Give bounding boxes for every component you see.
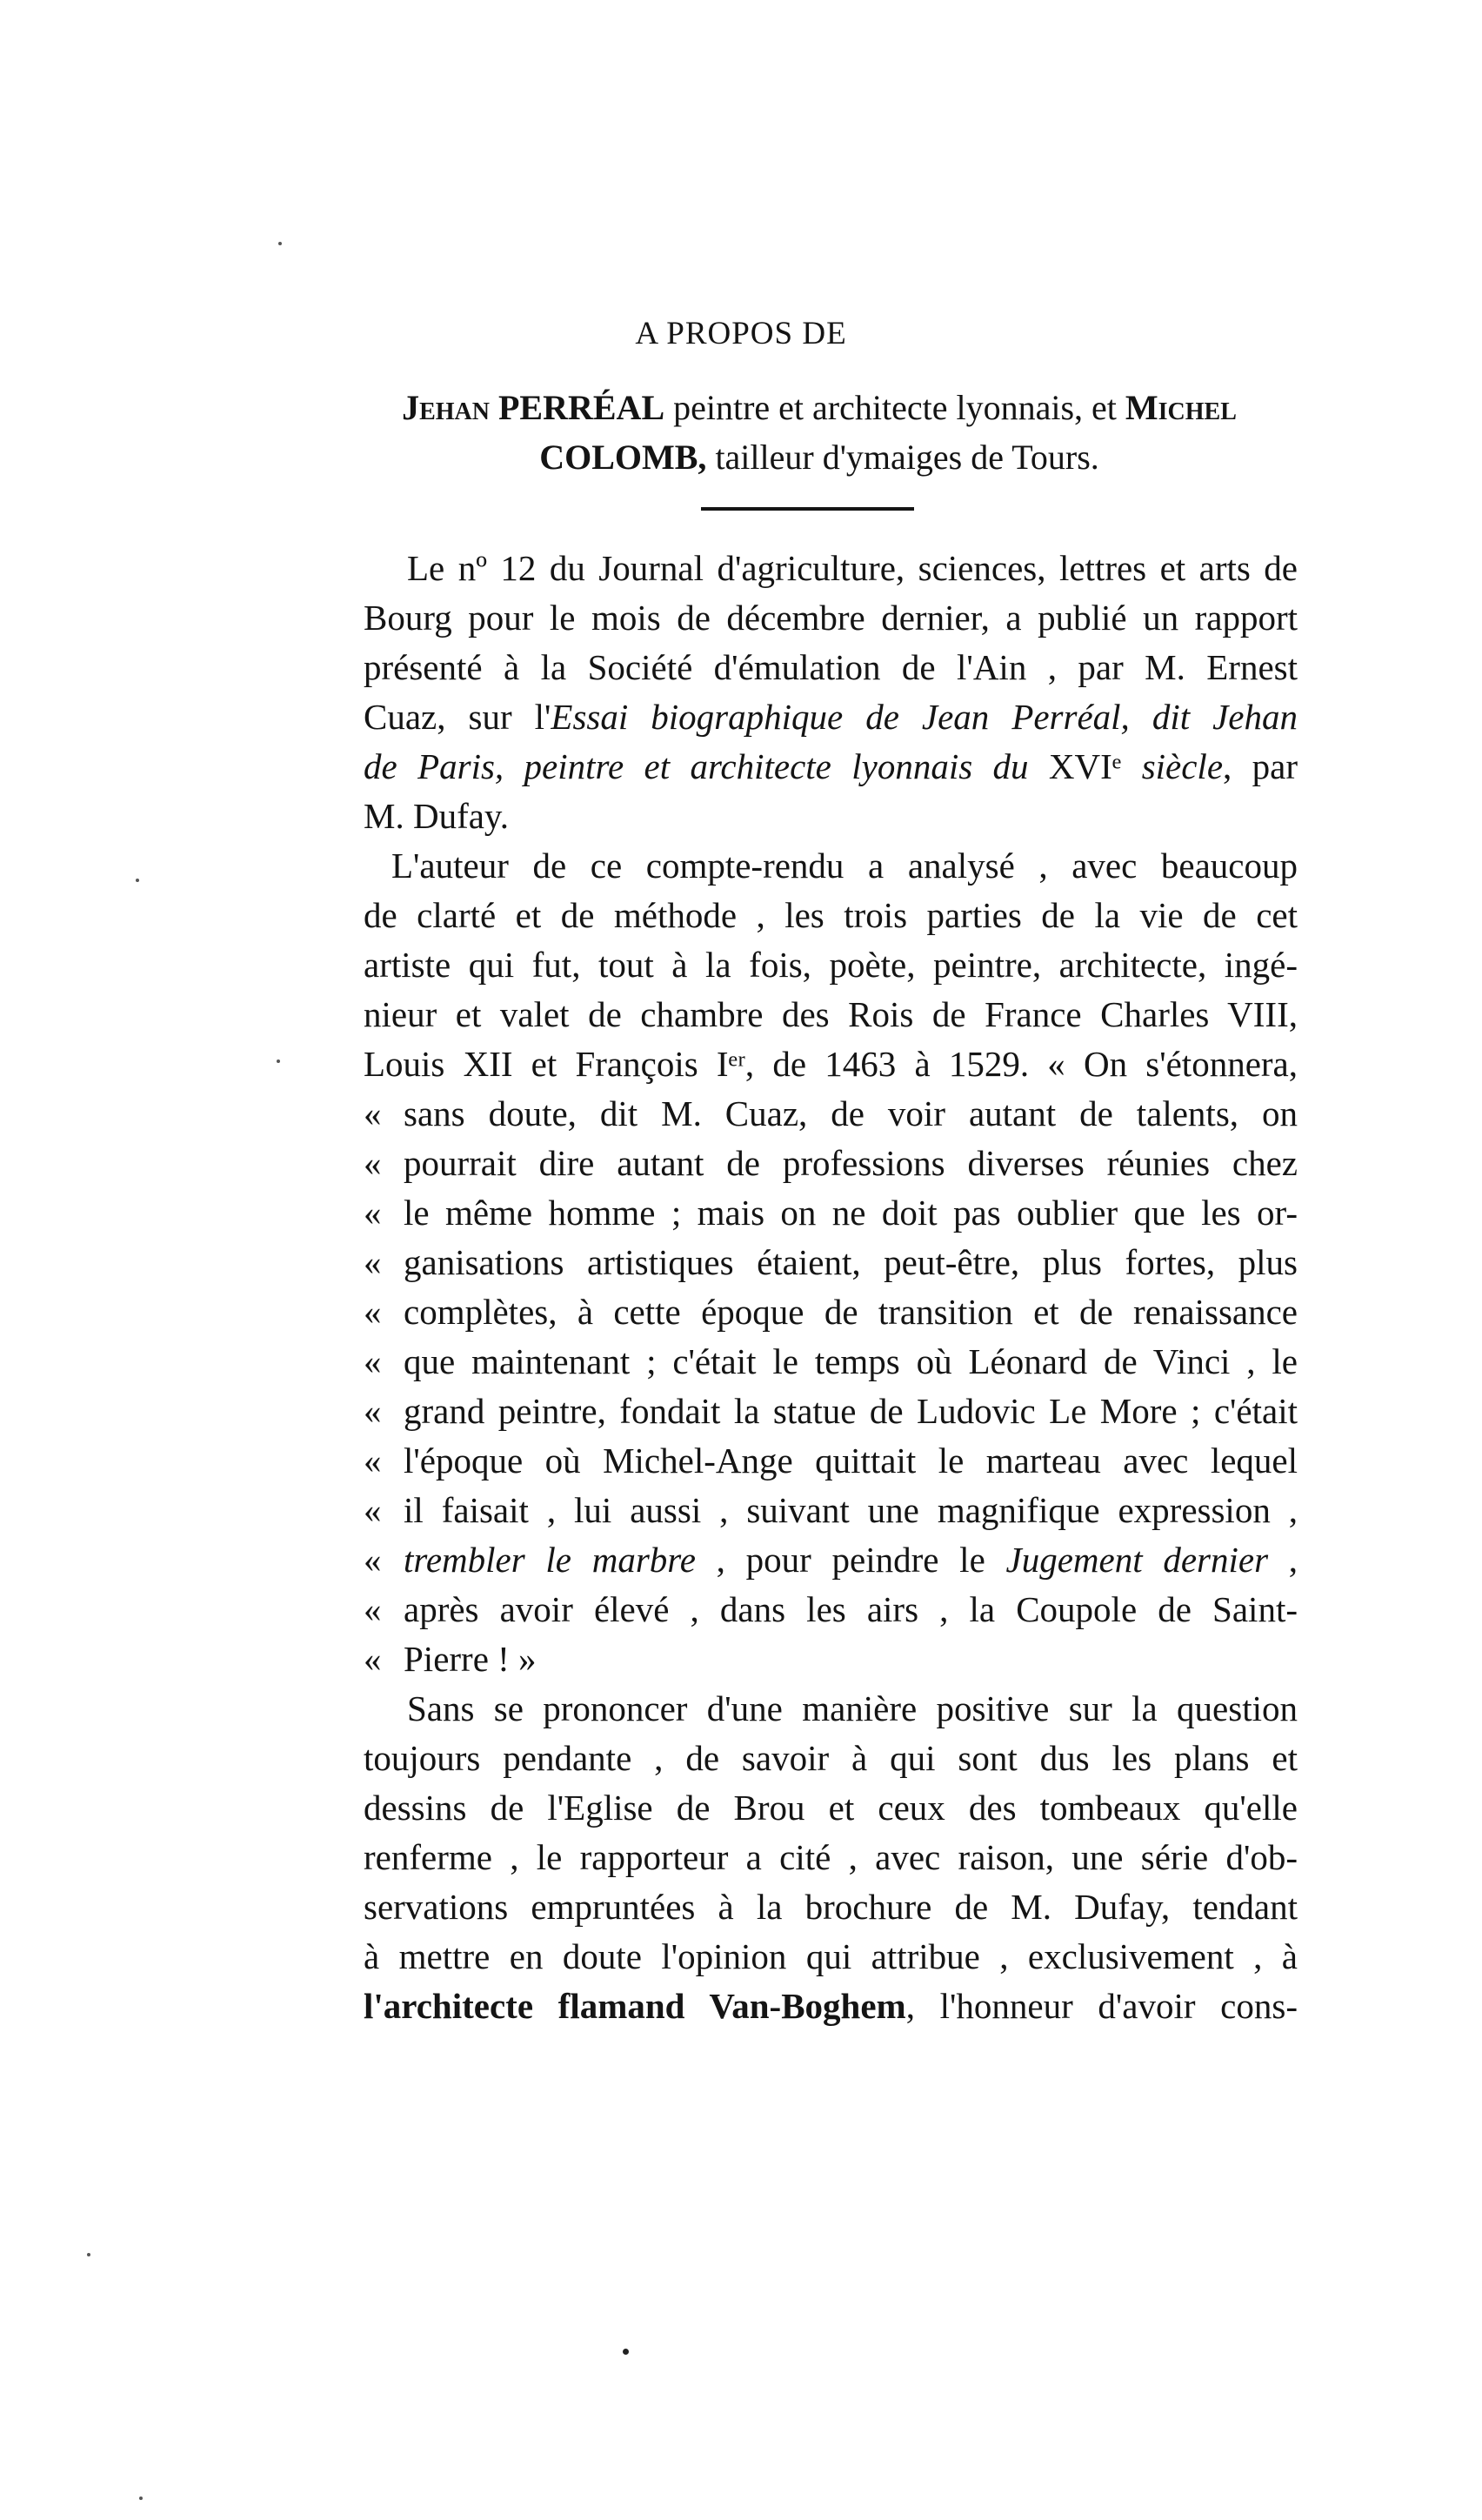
title-description: peintre et architecte lyonnais, et	[673, 388, 1117, 427]
quote-mark: «	[364, 1292, 382, 1332]
quote-line	[364, 1585, 1298, 1634]
italic-phrase: trembler le marbre	[404, 1540, 696, 1580]
quote-line	[364, 1337, 1298, 1387]
quote-text: sans doute, dit M. Cuaz, de voir autant de talents, on	[404, 1093, 1298, 1133]
scan-speck	[87, 2253, 90, 2256]
text-line: à mettre en doute l'opinion qui attribue , exclusivement , à	[364, 1936, 1298, 1976]
quote-text: pourrait dire autant de professions diverses réunies chez	[404, 1143, 1298, 1183]
quote-text: ,	[1288, 1540, 1298, 1580]
text-line: présenté à la Société d'émulation de l'Ain , par M. Ernest	[364, 647, 1298, 687]
title-name-jehan: Jehan	[402, 388, 490, 427]
quote-line	[364, 1387, 1298, 1436]
quote-text: Pierre ! »	[404, 1639, 537, 1679]
quote-mark: «	[364, 1193, 382, 1233]
quote-mark: «	[364, 1540, 382, 1580]
quote-mark: «	[364, 1093, 382, 1133]
italic-title: de Paris, peintre et architecte lyonnais du	[364, 746, 1029, 786]
quote-line	[364, 1089, 1298, 1139]
text-fragment: Cuaz, sur l'	[364, 697, 551, 737]
scan-speck	[278, 242, 282, 245]
italic-phrase: Jugement dernier	[1005, 1540, 1269, 1580]
section-heading: A PROPOS DE	[635, 316, 847, 351]
quote-mark: «	[364, 1391, 382, 1431]
text-line: servations empruntées à la brochure de M. Dufay, tendant	[364, 1887, 1298, 1927]
text-line: Le nº 12 du Journal d'agriculture, sciences, lettres et arts de	[407, 548, 1298, 588]
quote-text: que maintenant ; c'était le temps où Léonard de Vinci , le	[404, 1341, 1298, 1381]
text-line: Louis XII et François Iᵉʳ, de 1463 à 1529. « On s'étonnera,	[364, 1044, 1298, 1084]
text-line	[364, 742, 1298, 792]
scan-speck	[136, 879, 139, 882]
quote-mark: «	[364, 1490, 382, 1530]
text-line: dessins de l'Eglise de Brou et ceux des tombeaux qu'elle	[364, 1788, 1298, 1828]
quote-line	[364, 1139, 1298, 1188]
title-divider	[701, 507, 914, 511]
quote-line	[364, 1188, 1298, 1238]
text-line: nieur et valet de chambre des Rois de France Charles VIII,	[364, 994, 1298, 1034]
quote-mark: «	[364, 1639, 382, 1679]
text-line: Sans se prononcer d'une manière positive sur la question	[407, 1688, 1298, 1728]
text-line	[364, 1982, 1298, 2031]
quote-text: le même homme ; mais on ne doit pas oublier que les or-	[404, 1193, 1298, 1233]
title-name-colomb: COLOMB,	[539, 438, 707, 477]
text-line	[364, 692, 1298, 742]
quote-mark: «	[364, 1143, 382, 1183]
page-dot	[623, 2349, 629, 2355]
quote-text: après avoir élevé , dans les airs , la Coupole de Saint-	[404, 1589, 1298, 1629]
text-line: M. Dufay.	[364, 796, 510, 836]
italic-title: Essai biographique de Jean Perréal, dit Jehan	[551, 697, 1298, 737]
quote-line	[364, 1238, 1298, 1287]
century-numeral: XVIᵉ	[1048, 746, 1122, 786]
quote-text: grand peintre, fondait la statue de Ludovic Le More ; c'était	[404, 1391, 1298, 1431]
quote-line	[364, 1634, 1298, 1684]
title-name-perreal: PERRÉAL	[497, 388, 665, 427]
bold-phrase: l'architecte flamand Van-Boghem	[364, 1986, 906, 2026]
article-title	[351, 383, 1287, 482]
title-line-2	[351, 432, 1287, 482]
quote-mark: «	[364, 1341, 382, 1381]
quote-text: il faisait , lui aussi , suivant une magnifique expression ,	[404, 1490, 1298, 1530]
title-subtitle: tailleur d'ymaiges de Tours.	[715, 438, 1099, 477]
article-body	[364, 544, 1298, 2031]
quote-line	[364, 1436, 1298, 1486]
text-line: de clarté et de méthode , les trois parties de la vie de cet	[364, 895, 1298, 935]
text-line: L'auteur de ce compte-rendu a analysé , avec beaucoup	[391, 846, 1298, 886]
scan-speck	[277, 1059, 280, 1063]
text-fragment: , par	[1223, 746, 1298, 786]
quote-line	[364, 1486, 1298, 1535]
text-line: toujours pendante , de savoir à qui sont dus les plans et	[364, 1738, 1298, 1778]
quote-text: ganisations artistiques étaient, peut-être, plus fortes, plus	[404, 1242, 1298, 1282]
quote-mark: «	[364, 1589, 382, 1629]
text-line: renferme , le rapporteur a cité , avec raison, une série d'ob-	[364, 1837, 1298, 1877]
title-name-michel: Michel	[1125, 388, 1237, 427]
text-fragment: , l'honneur d'avoir cons-	[905, 1986, 1298, 2026]
quote-text: , pour peindre le	[716, 1540, 985, 1580]
quote-line	[364, 1535, 1298, 1585]
quote-text: l'époque où Michel-Ange quittait le marteau avec lequel	[404, 1440, 1298, 1481]
italic-title: siècle	[1141, 746, 1224, 786]
scan-speck	[139, 2497, 143, 2500]
quote-mark: «	[364, 1242, 382, 1282]
quote-line	[364, 1287, 1298, 1337]
text-line: artiste qui fut, tout à la fois, poète, peintre, architecte, ingé-	[364, 945, 1298, 985]
text-line: Bourg pour le mois de décembre dernier, a publié un rapport	[364, 598, 1298, 638]
title-line-1	[351, 383, 1287, 432]
quote-mark: «	[364, 1440, 382, 1481]
quote-text: complètes, à cette époque de transition et de renaissance	[404, 1292, 1298, 1332]
